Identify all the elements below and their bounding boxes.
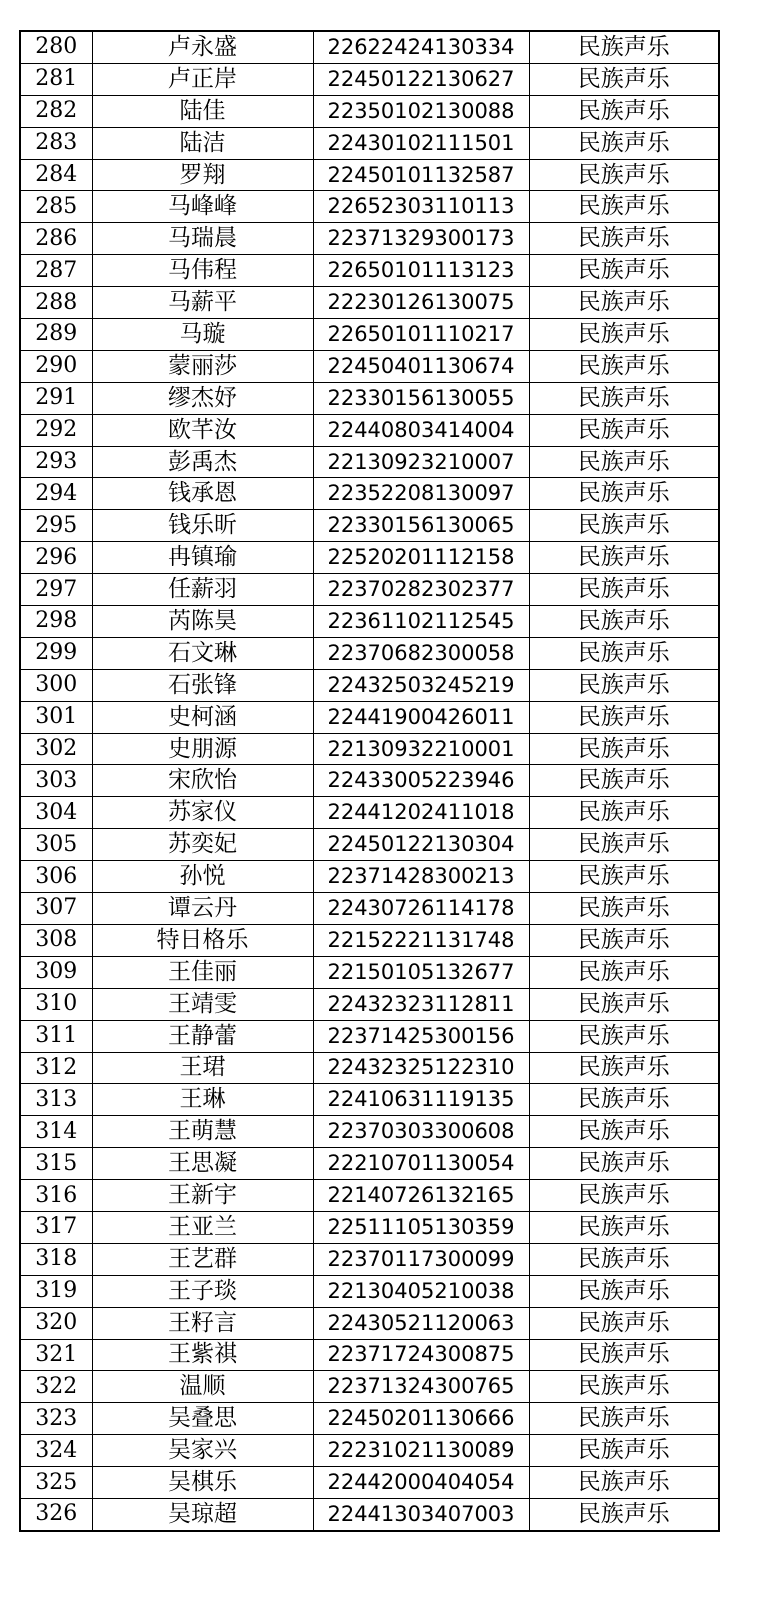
table-row <box>20 223 719 255</box>
exam-id-cell: 22330156130065 <box>313 510 529 542</box>
row-number-cell: 307 <box>20 893 92 925</box>
exam-id-cell: 22442000404054 <box>313 1467 529 1499</box>
student-name-cell: 王亚兰 <box>92 1211 313 1243</box>
exam-id-cell: 22330156130055 <box>313 382 529 414</box>
table-row <box>20 63 719 95</box>
row-number-cell: 309 <box>20 956 92 988</box>
table-row <box>20 1498 719 1530</box>
major-cell: 民族声乐 <box>529 191 719 223</box>
student-name-cell: 卢正岸 <box>92 63 313 95</box>
row-number-cell: 285 <box>20 191 92 223</box>
major-cell: 民族声乐 <box>529 1148 719 1180</box>
table-row <box>20 1211 719 1243</box>
row-number-cell: 317 <box>20 1211 92 1243</box>
major-cell: 民族声乐 <box>529 924 719 956</box>
major-cell: 民族声乐 <box>529 1403 719 1435</box>
row-number-cell: 324 <box>20 1435 92 1467</box>
major-cell: 民族声乐 <box>529 1467 719 1499</box>
student-name-cell: 王静蕾 <box>92 1020 313 1052</box>
student-name-cell: 石文琳 <box>92 637 313 669</box>
table-row <box>20 350 719 382</box>
student-name-cell: 王珺 <box>92 1052 313 1084</box>
major-cell: 民族声乐 <box>529 1435 719 1467</box>
student-name-cell: 罗翔 <box>92 159 313 191</box>
major-cell: 民族声乐 <box>529 1371 719 1403</box>
exam-id-cell: 22371724300875 <box>313 1339 529 1371</box>
exam-id-cell: 22622424130334 <box>313 31 529 63</box>
exam-id-cell: 22140726132165 <box>313 1180 529 1212</box>
table-row <box>20 510 719 542</box>
exam-id-cell: 22511105130359 <box>313 1211 529 1243</box>
student-name-cell: 王靖雯 <box>92 988 313 1020</box>
row-number-cell: 322 <box>20 1371 92 1403</box>
table-row <box>20 1307 719 1339</box>
student-name-cell: 王籽言 <box>92 1307 313 1339</box>
row-number-cell: 323 <box>20 1403 92 1435</box>
major-cell: 民族声乐 <box>529 287 719 319</box>
student-name-cell: 王琳 <box>92 1084 313 1116</box>
table-row <box>20 159 719 191</box>
student-name-cell: 王新宇 <box>92 1180 313 1212</box>
row-number-cell: 292 <box>20 414 92 446</box>
row-number-cell: 325 <box>20 1467 92 1499</box>
student-name-cell: 史朋源 <box>92 733 313 765</box>
exam-id-cell: 22130932210001 <box>313 733 529 765</box>
student-name-cell: 王佳丽 <box>92 956 313 988</box>
exam-id-cell: 22450122130304 <box>313 829 529 861</box>
major-cell: 民族声乐 <box>529 1243 719 1275</box>
student-name-cell: 任薪羽 <box>92 574 313 606</box>
student-name-cell: 吴叠思 <box>92 1403 313 1435</box>
row-number-cell: 286 <box>20 223 92 255</box>
row-number-cell: 310 <box>20 988 92 1020</box>
table-row <box>20 1180 719 1212</box>
table-row <box>20 1371 719 1403</box>
major-cell: 民族声乐 <box>529 382 719 414</box>
major-cell: 民族声乐 <box>529 255 719 287</box>
table-row <box>20 478 719 510</box>
exam-id-cell: 22370303300608 <box>313 1116 529 1148</box>
student-name-cell: 陆洁 <box>92 127 313 159</box>
row-number-cell: 302 <box>20 733 92 765</box>
row-number-cell: 305 <box>20 829 92 861</box>
exam-id-cell: 22371425300156 <box>313 1020 529 1052</box>
major-cell: 民族声乐 <box>529 733 719 765</box>
major-cell: 民族声乐 <box>529 446 719 478</box>
student-name-cell: 马伟程 <box>92 255 313 287</box>
major-cell: 民族声乐 <box>529 1084 719 1116</box>
row-number-cell: 296 <box>20 542 92 574</box>
student-name-cell: 特日格乐 <box>92 924 313 956</box>
student-name-cell: 宋欣怡 <box>92 765 313 797</box>
exam-id-cell: 22440803414004 <box>313 414 529 446</box>
student-name-cell: 吴琼超 <box>92 1498 313 1530</box>
row-number-cell: 314 <box>20 1116 92 1148</box>
row-number-cell: 294 <box>20 478 92 510</box>
major-cell: 民族声乐 <box>529 988 719 1020</box>
student-name-cell: 马薪平 <box>92 287 313 319</box>
major-cell: 民族声乐 <box>529 829 719 861</box>
major-cell: 民族声乐 <box>529 414 719 446</box>
exam-id-cell: 22230126130075 <box>313 287 529 319</box>
exam-id-cell: 22441303407003 <box>313 1498 529 1530</box>
student-name-cell: 温顺 <box>92 1371 313 1403</box>
table-row <box>20 924 719 956</box>
row-number-cell: 290 <box>20 350 92 382</box>
table-row <box>20 1243 719 1275</box>
major-cell: 民族声乐 <box>529 1339 719 1371</box>
exam-id-cell: 22432503245219 <box>313 669 529 701</box>
student-name-cell: 卢永盛 <box>92 31 313 63</box>
row-number-cell: 316 <box>20 1180 92 1212</box>
table-row <box>20 1467 719 1499</box>
major-cell: 民族声乐 <box>529 1498 719 1530</box>
major-cell: 民族声乐 <box>529 350 719 382</box>
student-name-cell: 石张锋 <box>92 669 313 701</box>
major-cell: 民族声乐 <box>529 669 719 701</box>
table-row <box>20 637 719 669</box>
student-name-cell: 王萌慧 <box>92 1116 313 1148</box>
table-row <box>20 127 719 159</box>
exam-id-cell: 22433005223946 <box>313 765 529 797</box>
row-number-cell: 321 <box>20 1339 92 1371</box>
student-name-cell: 吴棋乐 <box>92 1467 313 1499</box>
exam-id-cell: 22520201112158 <box>313 542 529 574</box>
table-row <box>20 1339 719 1371</box>
table-row <box>20 95 719 127</box>
student-name-cell: 孙悦 <box>92 861 313 893</box>
row-number-cell: 282 <box>20 95 92 127</box>
major-cell: 民族声乐 <box>529 797 719 829</box>
row-number-cell: 293 <box>20 446 92 478</box>
exam-id-cell: 22430726114178 <box>313 893 529 925</box>
exam-id-cell: 22370117300099 <box>313 1243 529 1275</box>
major-cell: 民族声乐 <box>529 1307 719 1339</box>
row-number-cell: 301 <box>20 701 92 733</box>
exam-id-cell: 22210701130054 <box>313 1148 529 1180</box>
student-name-cell: 冉镇瑜 <box>92 542 313 574</box>
exam-id-cell: 22441900426011 <box>313 701 529 733</box>
exam-id-cell: 22450122130627 <box>313 63 529 95</box>
exam-id-cell: 22150105132677 <box>313 956 529 988</box>
major-cell: 民族声乐 <box>529 1020 719 1052</box>
exam-id-cell: 22450201130666 <box>313 1403 529 1435</box>
major-cell: 民族声乐 <box>529 63 719 95</box>
student-name-cell: 史柯涵 <box>92 701 313 733</box>
exam-id-cell: 22350102130088 <box>313 95 529 127</box>
major-cell: 民族声乐 <box>529 542 719 574</box>
row-number-cell: 288 <box>20 287 92 319</box>
row-number-cell: 306 <box>20 861 92 893</box>
row-number-cell: 304 <box>20 797 92 829</box>
table-row <box>20 1084 719 1116</box>
row-number-cell: 320 <box>20 1307 92 1339</box>
table-row <box>20 574 719 606</box>
major-cell: 民族声乐 <box>529 1211 719 1243</box>
table-row <box>20 956 719 988</box>
exam-id-cell: 22130405210038 <box>313 1275 529 1307</box>
table-row <box>20 988 719 1020</box>
table-row <box>20 1435 719 1467</box>
major-cell: 民族声乐 <box>529 956 719 988</box>
table-row <box>20 414 719 446</box>
row-number-cell: 313 <box>20 1084 92 1116</box>
row-number-cell: 289 <box>20 319 92 351</box>
row-number-cell: 311 <box>20 1020 92 1052</box>
table-row <box>20 701 719 733</box>
exam-id-cell: 22370282302377 <box>313 574 529 606</box>
exam-id-cell: 22650101110217 <box>313 319 529 351</box>
student-name-cell: 钱乐昕 <box>92 510 313 542</box>
exam-id-cell: 22432323112811 <box>313 988 529 1020</box>
row-number-cell: 297 <box>20 574 92 606</box>
table-row <box>20 1148 719 1180</box>
major-cell: 民族声乐 <box>529 319 719 351</box>
major-cell: 民族声乐 <box>529 893 719 925</box>
student-name-cell: 马瑞晨 <box>92 223 313 255</box>
student-name-cell: 马峰峰 <box>92 191 313 223</box>
student-name-cell: 王子琰 <box>92 1275 313 1307</box>
exam-id-cell: 22430521120063 <box>313 1307 529 1339</box>
exam-id-cell: 22450101132587 <box>313 159 529 191</box>
exam-id-cell: 22450401130674 <box>313 350 529 382</box>
major-cell: 民族声乐 <box>529 31 719 63</box>
exam-id-cell: 22652303110113 <box>313 191 529 223</box>
row-number-cell: 298 <box>20 606 92 638</box>
student-name-cell: 陆佳 <box>92 95 313 127</box>
table-row <box>20 1275 719 1307</box>
student-name-cell: 苏奕妃 <box>92 829 313 861</box>
table-row <box>20 1020 719 1052</box>
exam-id-cell: 22432325122310 <box>313 1052 529 1084</box>
major-cell: 民族声乐 <box>529 1275 719 1307</box>
major-cell: 民族声乐 <box>529 1116 719 1148</box>
exam-id-cell: 22371324300765 <box>313 1371 529 1403</box>
table-row <box>20 446 719 478</box>
row-number-cell: 281 <box>20 63 92 95</box>
major-cell: 民族声乐 <box>529 159 719 191</box>
row-number-cell: 308 <box>20 924 92 956</box>
student-name-cell: 彭禹杰 <box>92 446 313 478</box>
table-row <box>20 606 719 638</box>
exam-id-cell: 22231021130089 <box>313 1435 529 1467</box>
major-cell: 民族声乐 <box>529 510 719 542</box>
table-row <box>20 31 719 63</box>
table-row <box>20 255 719 287</box>
major-cell: 民族声乐 <box>529 95 719 127</box>
table-row <box>20 669 719 701</box>
exam-id-cell: 22371329300173 <box>313 223 529 255</box>
student-name-cell: 芮陈昊 <box>92 606 313 638</box>
table-row <box>20 542 719 574</box>
major-cell: 民族声乐 <box>529 223 719 255</box>
major-cell: 民族声乐 <box>529 478 719 510</box>
row-number-cell: 326 <box>20 1498 92 1530</box>
table-row <box>20 287 719 319</box>
table-row <box>20 382 719 414</box>
row-number-cell: 287 <box>20 255 92 287</box>
table-row <box>20 797 719 829</box>
exam-id-cell: 22152221131748 <box>313 924 529 956</box>
row-number-cell: 295 <box>20 510 92 542</box>
roster-table <box>19 30 720 1532</box>
exam-id-cell: 22430102111501 <box>313 127 529 159</box>
exam-id-cell: 22361102112545 <box>313 606 529 638</box>
row-number-cell: 283 <box>20 127 92 159</box>
roster-table-body <box>20 31 719 1531</box>
major-cell: 民族声乐 <box>529 1180 719 1212</box>
exam-id-cell: 22352208130097 <box>313 478 529 510</box>
row-number-cell: 318 <box>20 1243 92 1275</box>
major-cell: 民族声乐 <box>529 127 719 159</box>
table-row <box>20 765 719 797</box>
row-number-cell: 315 <box>20 1148 92 1180</box>
exam-id-cell: 22370682300058 <box>313 637 529 669</box>
row-number-cell: 280 <box>20 31 92 63</box>
major-cell: 民族声乐 <box>529 765 719 797</box>
student-name-cell: 王思凝 <box>92 1148 313 1180</box>
exam-id-cell: 22441202411018 <box>313 797 529 829</box>
table-row <box>20 191 719 223</box>
student-name-cell: 苏家仪 <box>92 797 313 829</box>
student-name-cell: 王紫祺 <box>92 1339 313 1371</box>
exam-id-cell: 22371428300213 <box>313 861 529 893</box>
table-row <box>20 861 719 893</box>
student-name-cell: 吴家兴 <box>92 1435 313 1467</box>
major-cell: 民族声乐 <box>529 701 719 733</box>
student-name-cell: 王艺群 <box>92 1243 313 1275</box>
table-row <box>20 829 719 861</box>
student-name-cell: 蒙丽莎 <box>92 350 313 382</box>
table-row <box>20 893 719 925</box>
exam-id-cell: 22410631119135 <box>313 1084 529 1116</box>
student-name-cell: 马璇 <box>92 319 313 351</box>
row-number-cell: 319 <box>20 1275 92 1307</box>
row-number-cell: 284 <box>20 159 92 191</box>
student-name-cell: 钱承恩 <box>92 478 313 510</box>
exam-id-cell: 22650101113123 <box>313 255 529 287</box>
major-cell: 民族声乐 <box>529 606 719 638</box>
row-number-cell: 299 <box>20 637 92 669</box>
row-number-cell: 303 <box>20 765 92 797</box>
table-row <box>20 319 719 351</box>
student-name-cell: 缪杰妤 <box>92 382 313 414</box>
major-cell: 民族声乐 <box>529 574 719 606</box>
row-number-cell: 312 <box>20 1052 92 1084</box>
major-cell: 民族声乐 <box>529 637 719 669</box>
table-row <box>20 733 719 765</box>
student-name-cell: 谭云丹 <box>92 893 313 925</box>
major-cell: 民族声乐 <box>529 1052 719 1084</box>
student-name-cell: 欧芊汝 <box>92 414 313 446</box>
table-row <box>20 1403 719 1435</box>
row-number-cell: 291 <box>20 382 92 414</box>
table-row <box>20 1052 719 1084</box>
exam-id-cell: 22130923210007 <box>313 446 529 478</box>
table-row <box>20 1116 719 1148</box>
major-cell: 民族声乐 <box>529 861 719 893</box>
row-number-cell: 300 <box>20 669 92 701</box>
